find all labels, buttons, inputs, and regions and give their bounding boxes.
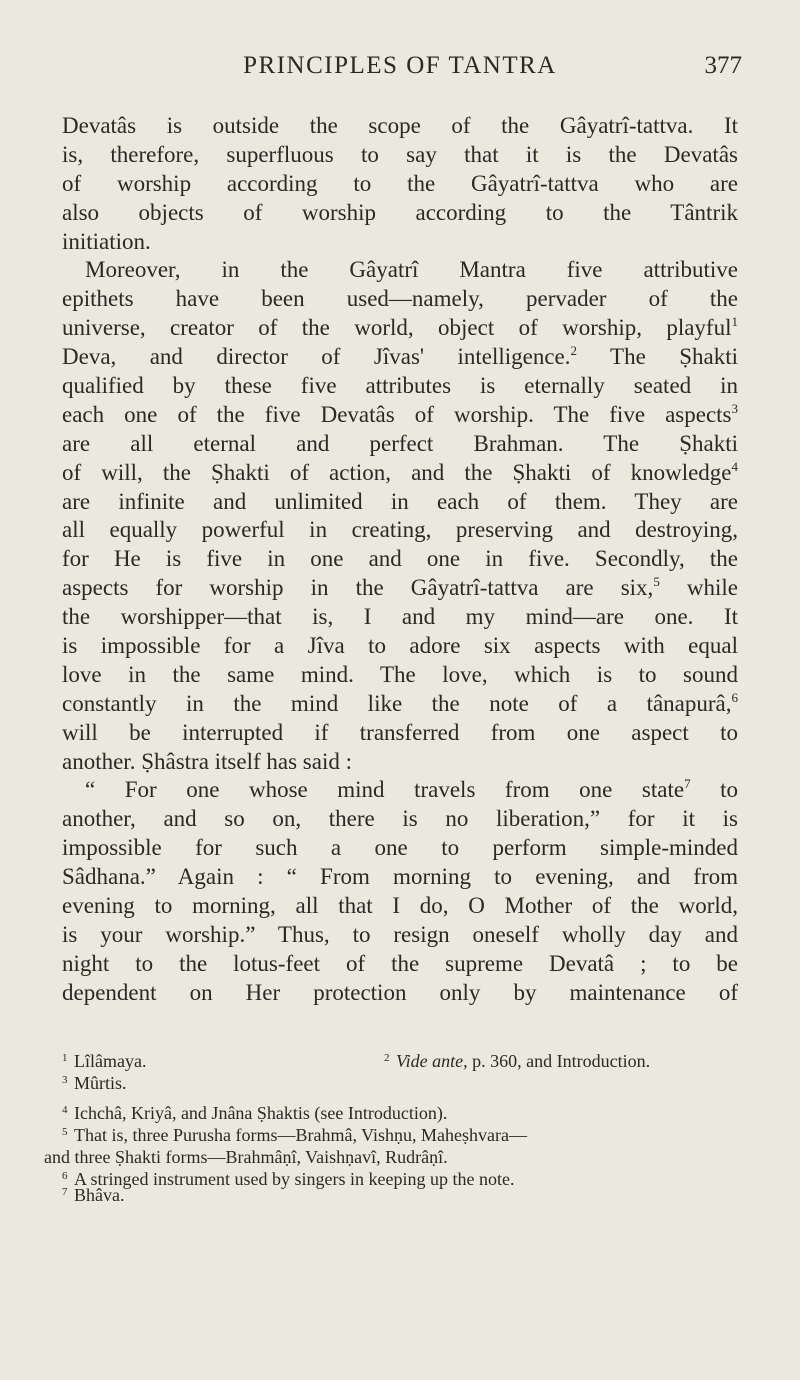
text-line <box>62 141 738 170</box>
text-line <box>62 661 738 690</box>
footnote-text: A stringed instrument used by singers in keeping up the note. <box>74 1169 515 1189</box>
footnote-ref: 1 <box>731 314 738 330</box>
footnotes <box>44 1050 738 1206</box>
text-segment: night to the lotus-feet of the supreme Devatâ ; to be <box>62 950 738 976</box>
text-segment: all equally powerful in creating, preserving and destroying, <box>62 517 738 543</box>
text-segment: epithets have been used—namely, pervader of the <box>62 286 738 312</box>
text-line <box>62 199 738 228</box>
text-line <box>62 863 738 892</box>
text-segment: each one of the five Devatâs of worship. The five aspects <box>62 401 732 427</box>
text-line <box>62 776 738 805</box>
text-line <box>62 228 738 257</box>
text-line <box>62 488 738 517</box>
text-line <box>62 603 738 632</box>
text-line <box>62 459 738 488</box>
text-line <box>62 805 738 834</box>
text-line <box>62 574 738 603</box>
text-line <box>62 950 738 979</box>
text-segment: initiation. <box>62 228 151 254</box>
footnote-text: Mûrtis. <box>74 1073 127 1093</box>
text-line <box>62 979 738 1008</box>
text-line <box>62 314 738 343</box>
text-segment: “ For one whose mind travels from one state <box>85 777 685 803</box>
text-segment: is, therefore, superfluous to say that it is the Devatâs <box>62 141 738 167</box>
footnote-text: p. 360, and Introduction. <box>467 1051 651 1071</box>
footnote-row <box>44 1146 738 1168</box>
footnote-row: 1 Lîlâmaya. 2 Vide ante, p. 360, and Introduction. <box>62 1051 651 1071</box>
footnote-row: 4 Ichchâ, Kriyâ, and Jnâna Ṣhaktis (see Introduction). <box>62 1103 448 1123</box>
text-segment: the worshipper—that is, I and my mind—are one. It <box>62 604 738 630</box>
text-line <box>62 170 738 199</box>
text-segment: constantly in the mind like the note of a tânapurâ, <box>62 690 732 716</box>
text-segment: for He is five in one and one in five. Secondly, the <box>62 546 738 572</box>
text-segment: evening to morning, all that I do, O Mother of the world, <box>62 893 738 919</box>
text-segment: Sâdhana.” Again : “ From morning to evening, and from <box>62 864 738 890</box>
footnote-text: Lîlâmaya. <box>74 1051 147 1071</box>
text-segment: qualified by these five attributes is eternally seated in <box>62 373 738 399</box>
text-segment: of will, the Ṣhakti of action, and the Ṣhakti of knowledge <box>62 459 732 485</box>
text-line <box>62 516 738 545</box>
text-line <box>62 921 738 950</box>
text-segment: is impossible for a Jîva to adore six aspects with equal <box>62 633 738 659</box>
text-line <box>62 892 738 921</box>
footnote-text: and three Ṣhakti forms—Brahmâṇî, Vaishṇavî, Rudrâṇî. <box>44 1147 448 1167</box>
page-number: 377 <box>704 52 742 79</box>
footnote-ref: 4 <box>731 458 738 474</box>
text-segment: Moreover, in the Gâyatrî Mantra five attributive <box>85 257 738 283</box>
text-line <box>62 834 738 863</box>
text-line <box>62 112 738 141</box>
footnote-text: Ichchâ, Kriyâ, and Jnâna Ṣhaktis (see Introduction). <box>74 1103 448 1123</box>
page-header <box>0 52 800 92</box>
text-segment: also objects of worship according to the Tântrik <box>62 199 738 225</box>
text-segment: another. Ṣhâstra itself has said : <box>62 748 352 774</box>
text-line <box>62 256 738 285</box>
footnote-2: 2 Vide ante, p. 360, and Introduction. <box>384 1051 651 1071</box>
text-line <box>62 285 738 314</box>
footnote-ref: 3 <box>731 400 738 416</box>
text-segment: another, and so on, there is no liberation,” for it is <box>62 806 738 832</box>
footnote-row: 6 A stringed instrument used by singers in keeping up the note. <box>62 1169 515 1189</box>
text-line <box>62 545 738 574</box>
footnote-text: That is, three Purusha forms—Brahmâ, Vishṇu, Maheṣhvara— <box>74 1125 527 1145</box>
text-segment: universe, creator of the world, object of worship, playful <box>62 315 732 341</box>
text-line <box>62 719 738 748</box>
text-segment: impossible for such a one to perform simple-minded <box>62 835 738 861</box>
text-segment: aspects for worship in the Gâyatrî-tattva are six, <box>62 575 654 601</box>
footnote-ref: 2 <box>570 343 578 359</box>
footnote-row: 7 Bhâva. <box>62 1185 125 1205</box>
text-segment: while <box>659 575 738 601</box>
text-segment: The Ṣhakti <box>577 344 739 370</box>
text-line <box>62 748 738 777</box>
text-segment: is your worship.” Thus, to resign oneself wholly day and <box>62 921 738 947</box>
running-head: PRINCIPLES OF TANTRA <box>243 52 557 79</box>
footnote-ref: 6 <box>731 689 738 705</box>
footnote-ref: 7 <box>684 776 691 792</box>
body-text <box>62 112 738 1008</box>
text-segment: are all eternal and perfect Brahman. The Ṣhakti <box>62 430 738 456</box>
footnote-row: 3 Mûrtis. <box>62 1073 127 1093</box>
text-line <box>62 372 738 401</box>
text-line <box>62 632 738 661</box>
text-segment: will be interrupted if transferred from one aspect to <box>62 719 738 745</box>
footnote-text: Bhâva. <box>74 1185 125 1205</box>
text-line <box>62 343 738 372</box>
text-segment: love in the same mind. The love, which is to sound <box>62 661 738 687</box>
text-segment: Devatâs is outside the scope of the Gâyatrî-tattva. It <box>62 113 738 138</box>
text-line <box>62 430 738 459</box>
text-segment: Deva, and director of Jîvas' intelligence. <box>62 344 571 370</box>
text-segment: to <box>690 777 739 803</box>
text-segment: dependent on Her protection only by maintenance of <box>62 979 738 1005</box>
footnote-ref: 5 <box>653 574 660 590</box>
text-line <box>62 401 738 430</box>
footnote-row: 5 That is, three Purusha forms—Brahmâ, Vishṇu, Maheṣhvara— <box>62 1125 527 1145</box>
footnote-italic: Vide ante, <box>396 1051 468 1071</box>
text-segment: are infinite and unlimited in each of them. They are <box>62 488 738 514</box>
text-line <box>62 690 738 719</box>
text-segment: of worship according to the Gâyatrî-tattva who are <box>62 170 738 196</box>
